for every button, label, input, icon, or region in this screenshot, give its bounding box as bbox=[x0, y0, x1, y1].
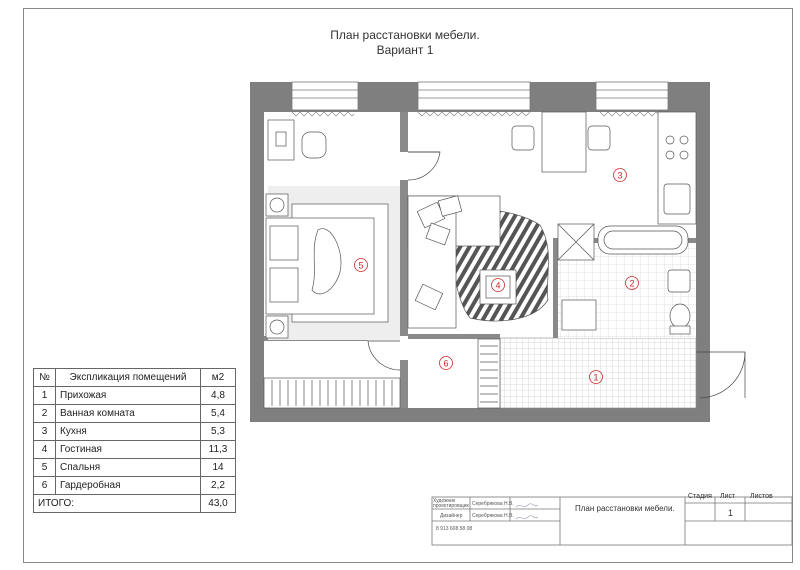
row-area: 5,3 bbox=[201, 423, 236, 441]
row-name: Гардеробная bbox=[56, 477, 201, 495]
row-name: Кухня bbox=[56, 423, 201, 441]
row-area: 2,2 bbox=[201, 477, 236, 495]
row-name: Спальня bbox=[56, 459, 201, 477]
row-no: 3 bbox=[34, 423, 56, 441]
row-name: Прихожая bbox=[56, 387, 201, 405]
stamp-sheets-label: Листов bbox=[750, 493, 773, 500]
stamp-name-1: Серебрякова Н.В. bbox=[472, 501, 514, 507]
room-label-2: 2 bbox=[629, 278, 635, 289]
room-label-6: 6 bbox=[443, 358, 449, 369]
signature-2 bbox=[516, 516, 538, 519]
stamp-role-2: Дизайнер bbox=[440, 513, 463, 519]
row-no: 5 bbox=[34, 459, 56, 477]
stamp-sheet-label: Лист bbox=[720, 493, 736, 500]
stamp-phone: 8 913 608 58 08 bbox=[436, 526, 473, 532]
windows bbox=[292, 82, 668, 110]
table-row bbox=[34, 477, 236, 495]
stamp-sheet-no: 1 bbox=[728, 508, 734, 518]
stamp-sheet-title: План расстановки мебели. bbox=[575, 504, 675, 513]
room-label-1: 1 bbox=[593, 372, 599, 383]
row-area: 5,4 bbox=[201, 405, 236, 423]
row-no: 4 bbox=[34, 441, 56, 459]
room-label-4: 4 bbox=[495, 280, 501, 291]
table-row bbox=[34, 459, 236, 477]
row-no: 1 bbox=[34, 387, 56, 405]
row-no: 2 bbox=[34, 405, 56, 423]
header-no: № bbox=[34, 369, 56, 387]
row-area: 14 bbox=[201, 459, 236, 477]
row-name: Ванная комната bbox=[56, 405, 201, 423]
header-name: Экспликация помещений bbox=[56, 369, 201, 387]
explication-table bbox=[33, 368, 236, 513]
stamp-role-1: Художник проектировщик bbox=[433, 498, 469, 509]
table-row bbox=[34, 387, 236, 405]
row-no: 6 bbox=[34, 477, 56, 495]
stamp-stage-label: Стадия bbox=[688, 493, 712, 500]
stamp-name-2: Серебрякова Н.В. bbox=[472, 513, 514, 519]
signature-1 bbox=[516, 504, 538, 507]
title-line-1: План расстановки мебели. bbox=[330, 28, 480, 42]
title-line-2: Вариант 1 bbox=[376, 43, 434, 57]
header-area: м2 bbox=[201, 369, 236, 387]
table-row bbox=[34, 423, 236, 441]
room-label-3: 3 bbox=[617, 170, 623, 181]
room-label-5: 5 bbox=[358, 260, 364, 271]
total-row bbox=[34, 495, 236, 513]
row-area: 4,8 bbox=[201, 387, 236, 405]
total-label: ИТОГО: bbox=[34, 495, 201, 513]
table-row bbox=[34, 441, 236, 459]
explication-header-row bbox=[34, 369, 236, 387]
table-row bbox=[34, 405, 236, 423]
total-value: 43,0 bbox=[201, 495, 236, 513]
row-area: 11,3 bbox=[201, 441, 236, 459]
row-name: Гостиная bbox=[56, 441, 201, 459]
